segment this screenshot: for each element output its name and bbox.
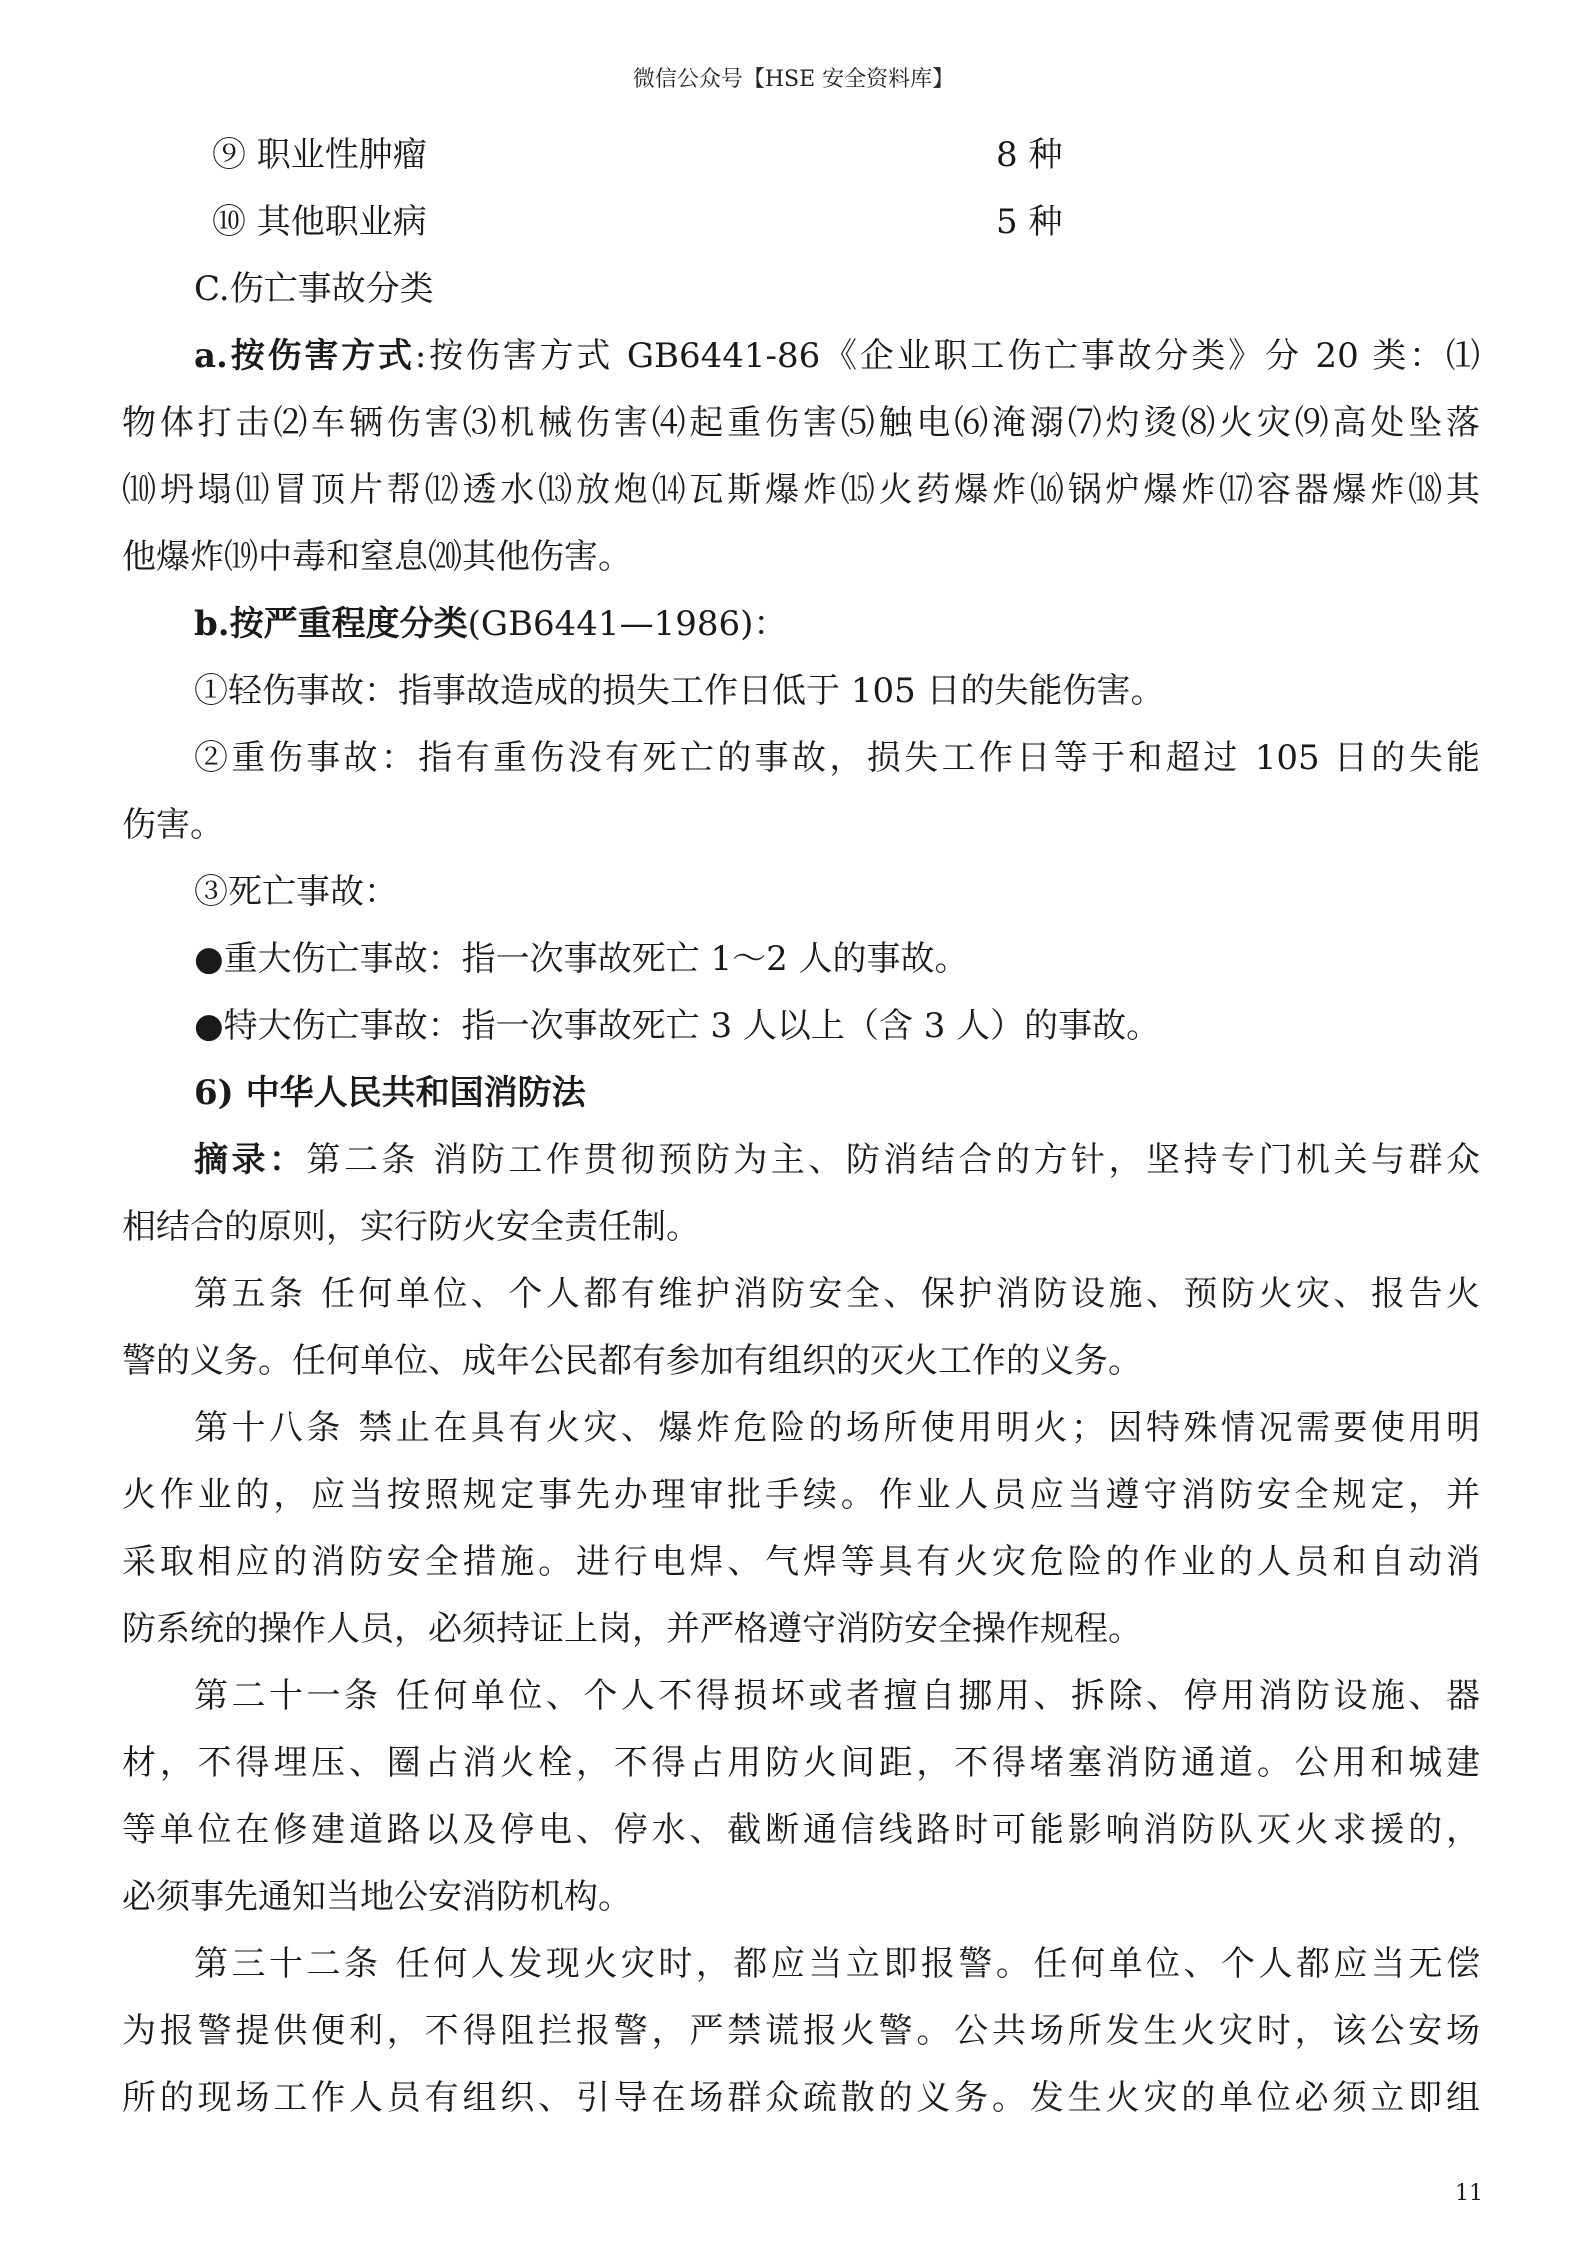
paragraph-line: 为报警提供便利，不得阻拦报警，严禁谎报火警。公共场所发生火灾时，该公安场 <box>122 2011 1480 2051</box>
paragraph-line: 物体打击⑵车辆伤害⑶机械伤害⑷起重伤害⑸触电⑹淹溺⑺灼烫⑻火灾⑼高处坠落 <box>122 403 1480 443</box>
paragraph-line: 警的义务。任何单位、成年公民都有参加有组织的灭火工作的义务。 <box>122 1341 1142 1381</box>
paragraph-line: 火作业的，应当按照规定事先办理审批手续。作业人员应当遵守消防安全规定，并 <box>122 1475 1480 1515</box>
paragraph-line: 第五条 任何单位、个人都有维护消防安全、保护消防设施、预防火灾、报告火 <box>194 1274 1480 1314</box>
occupational-disease-row <box>122 122 1480 189</box>
disease-name: ⑨ 职业性肿瘤 <box>212 135 427 175</box>
paragraph-line: 所的现场工作人员有组织、引导在场群众疏散的义务。发生火灾的单位必须立即组 <box>122 2078 1480 2118</box>
a-label: a.按伤害方式 <box>194 336 415 376</box>
minor-injury-line: ①轻伤事故：指事故造成的损失工作日低于 105 日的失能伤害。 <box>194 671 1165 711</box>
paragraph-line <box>122 591 1480 658</box>
paragraph-line <box>122 1127 1480 1194</box>
serious-injury-line: 伤害。 <box>122 805 224 845</box>
a-text: :按伤害方式 GB6441-86《企业职工伤亡事故分类》分 20 类：⑴ <box>414 336 1480 376</box>
serious-injury-line: ②重伤事故：指有重伤没有死亡的事故，损失工作日等于和超过 105 日的失能 <box>194 738 1480 778</box>
paragraph-line: 材，不得埋压、圈占消火栓，不得占用防火间距，不得堵塞消防通道。公用和城建 <box>122 1743 1480 1783</box>
b-text: (GB6441—1986)： <box>467 604 788 644</box>
paragraph-line: 他爆炸⒆中毒和窒息⒇其他伤害。 <box>122 537 632 577</box>
paragraph-line: 防系统的操作人员，必须持证上岗，并严格遵守消防安全操作规程。 <box>122 1609 1142 1649</box>
death-heading: ③死亡事故： <box>194 872 398 912</box>
disease-count: 5 种 <box>996 202 1063 242</box>
disease-name: ⑩ 其他职业病 <box>212 202 427 242</box>
paragraph-line: 必须事先通知当地公安消防机构。 <box>122 1877 632 1917</box>
bullet-item: ●重大伤亡事故：指一次事故死亡 1～2 人的事故。 <box>194 939 969 979</box>
paragraph-line: 第二十一条 任何单位、个人不得损坏或者擅自挪用、拆除、停用消防设施、器 <box>194 1676 1480 1716</box>
paragraph-line: 第三十二条 任何人发现火灾时，都应当立即报警。任何单位、个人都应当无偿 <box>194 1944 1480 1984</box>
disease-count: 8 种 <box>996 135 1063 175</box>
excerpt-text: 第二条 消防工作贯彻预防为主、防消结合的方针，坚持专门机关与群众 <box>306 1140 1480 1180</box>
excerpt-label: 摘录： <box>194 1140 307 1180</box>
paragraph-line: ⑽坍塌⑾冒顶片帮⑿透水⒀放炮⒁瓦斯爆炸⒂火药爆炸⒃锅炉爆炸⒄容器爆炸⒅其 <box>122 470 1480 510</box>
paragraph-line: 采取相应的消防安全措施。进行电焊、气焊等具有火灾危险的作业的人员和自动消 <box>122 1542 1480 1582</box>
section-6-heading: 6) 中华人民共和国消防法 <box>194 1073 586 1113</box>
paragraph-line <box>122 323 1480 390</box>
paragraph-line: 等单位在修建道路以及停电、停水、截断通信线路时可能影响消防队灭火求援的， <box>122 1810 1480 1850</box>
b-label: b.按严重程度分类 <box>194 604 468 644</box>
page-header: 微信公众号【HSE 安全资料库】 <box>632 67 955 92</box>
occupational-disease-row <box>122 189 1480 256</box>
section-c-heading: C.伤亡事故分类 <box>194 269 434 309</box>
paragraph-line: 相结合的原则，实行防火安全责任制。 <box>122 1207 700 1247</box>
bullet-item: ●特大伤亡事故：指一次事故死亡 3 人以上（含 3 人）的事故。 <box>194 1006 1161 1046</box>
document-body <box>122 122 1480 2132</box>
paragraph-line: 第十八条 禁止在具有火灾、爆炸危险的场所使用明火；因特殊情况需要使用明 <box>194 1408 1480 1448</box>
page-number: 11 <box>1455 2181 1483 2206</box>
